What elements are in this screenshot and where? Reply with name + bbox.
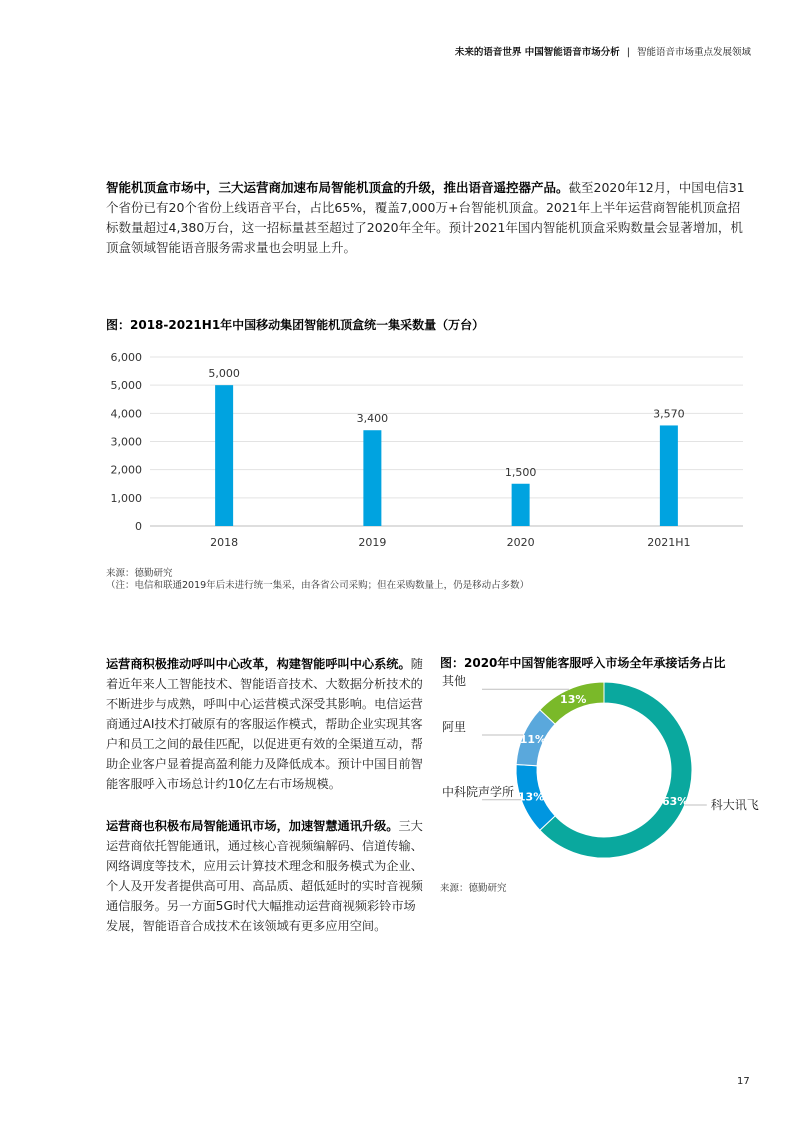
page-number: 17	[737, 1076, 750, 1087]
page-header	[455, 44, 751, 58]
intro-text: 截至2020年12月，中国电信31个省份已有20个省份上线语音平台，占比65%，覆盖7,000万+台智能机顶盒。2021年上半年运营商智能机顶盒招标数量超过4,380万台，这一招标量甚至超过了2020年全年。预计2021年国内智能机顶盒采购数量会显著增加，机顶盒领域智能语音服务需求量也会明显上升。	[106, 180, 745, 255]
call-center-text: 随着近年来人工智能技术、智能语音技术、大数据分析技术的不断进步与成熟，呼叫中心运营模式深受其影响。电信运营商通过AI技术打破原有的客服运作模式，帮助企业实现其客户和员工之间的最佳匹配，以促进更有效的全渠道互动，帮助企业客户显着提高盈利能力及降低成本。预计中国目前智能客服呼入市场总计约10亿左右市场规模。	[106, 657, 423, 791]
x-tick-label: 2019	[358, 536, 387, 549]
slice-percent-label: 13%	[517, 790, 545, 804]
bar-chart	[106, 340, 746, 562]
left-column	[106, 654, 426, 958]
call-center-lead: 运营商积极推动呼叫中心改革，构建智能呼叫中心系统。	[106, 657, 411, 671]
donut-chart-source: 来源：德勤研究	[440, 883, 507, 894]
y-tick-label: 5,000	[110, 379, 142, 393]
category-label-group	[442, 720, 523, 735]
header-separator: |	[626, 47, 630, 58]
bar-2020	[512, 484, 530, 526]
category-label-group	[442, 784, 521, 800]
report-title: 未来的语音世界 中国智能语音市场分析	[454, 47, 620, 58]
intro-paragraph	[106, 178, 746, 258]
category-label: 阿里	[442, 720, 467, 735]
y-tick-label: 3,000	[110, 435, 142, 449]
y-tick-label: 2,000	[110, 463, 142, 477]
y-tick-label: 0	[135, 520, 142, 533]
category-label: 科大讯飞	[710, 797, 759, 812]
bar-value-label: 3,400	[356, 412, 389, 426]
x-tick-label: 2020	[506, 536, 535, 549]
bar-chart-source: 来源：德勤研究	[106, 568, 173, 579]
bar-value-label: 5,000	[208, 367, 240, 381]
call-center-paragraph	[106, 654, 426, 794]
x-tick-label: 2018	[210, 536, 239, 549]
x-tick-label: 2021H1	[647, 536, 691, 549]
bar-chart-title: 图：2018-2021H1年中国移动集团智能机顶盒统一集采数量（万台）	[106, 318, 485, 332]
intro-lead: 智能机顶盒市场中，三大运营商加速布局智能机顶盒的升级，推出语音遥控器产品。	[106, 180, 569, 195]
category-label: 其他	[442, 674, 467, 689]
donut-chart-title: 图：2020年中国智能客服呼入市场全年承接话务占比	[440, 656, 726, 670]
slice-percent-label: 63%	[661, 794, 689, 808]
bar-2021H1	[660, 425, 678, 526]
section-title: 智能语音市场重点发展领域	[636, 47, 751, 58]
bar-2018	[215, 385, 233, 526]
communication-text: 三大运营商依托智能通讯，通过核心音视频编解码、信道传输、网络调度等技术，应用云计算技术理念和服务模式为企业、个人及开发者提供高可用、高品质、超低延时的实时音视频通信服务。另一方面5G时代大幅推动运营商视频彩铃市场发展，智能语音合成技术在该领域有更多应用空间。	[106, 819, 423, 933]
bar-value-label: 1,500	[504, 465, 537, 479]
communication-lead: 运营商也积极布局智能通讯市场，加速智慧通讯升级。	[106, 819, 399, 833]
y-tick-label: 1,000	[110, 491, 142, 505]
slice-percent-label: 13%	[560, 692, 587, 706]
bar-chart-note: （注：电信和联通2019年后未进行统一集采，由各省公司采购；但在采购数量上，仍是移动占多数）	[106, 580, 530, 591]
category-label: 中科院声学所	[442, 784, 515, 799]
bar-2019	[363, 430, 381, 526]
y-tick-label: 6,000	[110, 351, 142, 364]
communication-paragraph	[106, 816, 426, 936]
y-tick-label: 4,000	[110, 407, 142, 421]
donut-chart	[438, 674, 768, 874]
slice-percent-label: 11%	[519, 733, 547, 747]
bar-value-label: 3,570	[653, 407, 685, 421]
bar-chart-source-block	[106, 568, 529, 592]
category-label-group	[442, 674, 569, 689]
category-label-group	[685, 797, 759, 812]
